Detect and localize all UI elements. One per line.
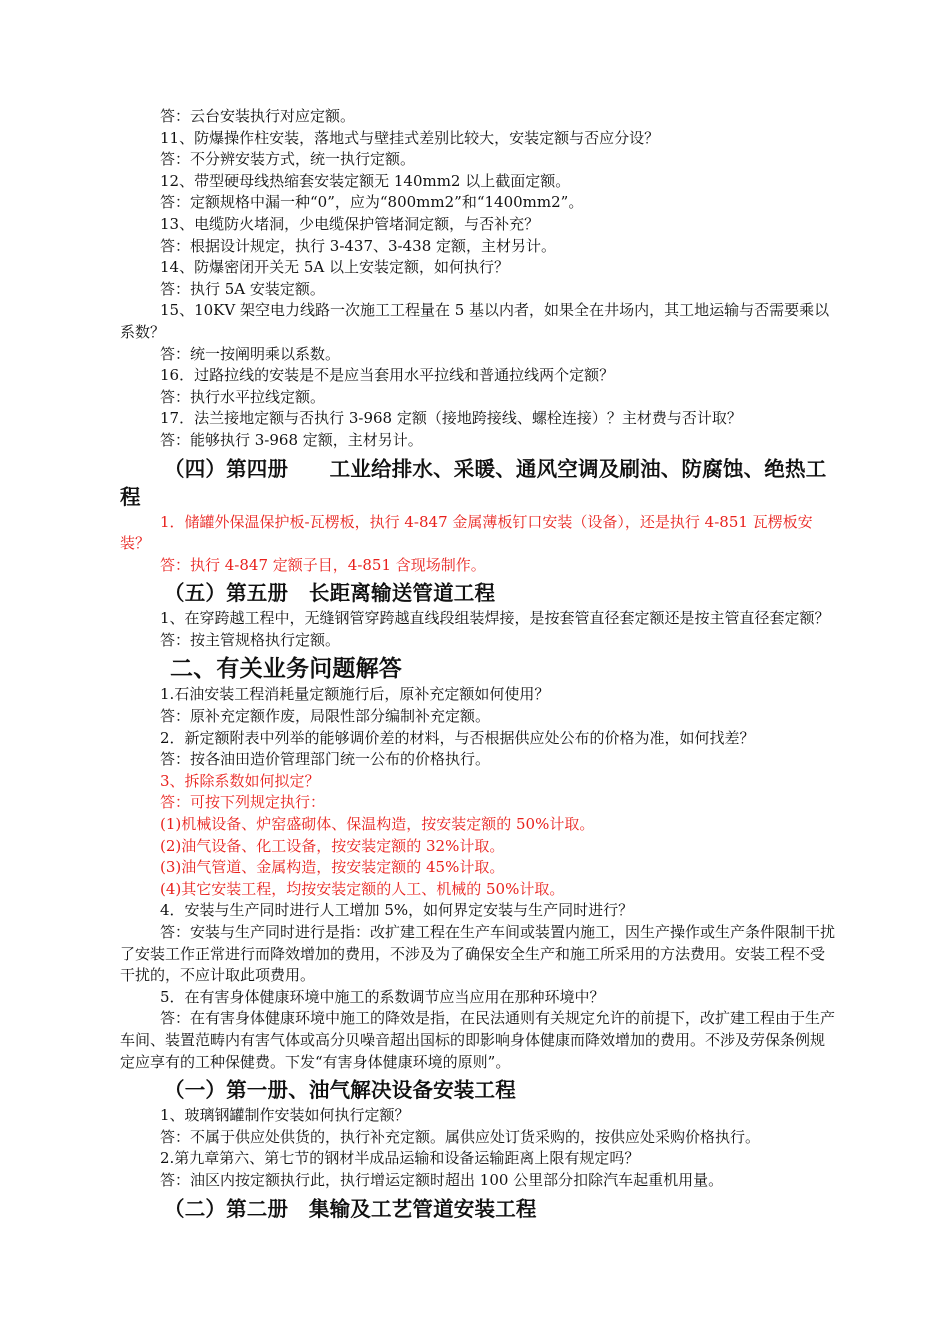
highlighted-paragraph: (2)油气设备、化工设备，按安装定额的 32%计取。	[160, 836, 505, 855]
paragraph: 17．法兰接地定额与否执行 3-968 定额（接地跨接线、螺栓连接）？主材费与否计取？	[160, 409, 742, 428]
paragraph: 15、10KV 架空电力线路一次施工工程量在 5 基以内者，如果全在井场内，其工地运输与否需要乘以系数？	[120, 301, 830, 341]
paragraph: 答：定额规格中漏一种“0”，应为“800mm2”和“1400mm2”。	[160, 193, 584, 212]
paragraph: 答：在有害身体健康环境中施工的降效是指，在民法通则有关规定允许的前提下，改扩建工程由于生产车间、装置范畴内有害气体或高分贝噪音超出国标的即影响身体健康而降效增加的费用。不涉及劳保条例规定应享有的工种保健费。下发“有害身体健康环境的原则”。	[120, 1009, 836, 1071]
highlighted-paragraph: 1．储罐外保温保护板-瓦楞板，执行 4-847 金属薄板钉口安装（设备），还是执行 4-851 瓦楞板安装？	[120, 512, 813, 553]
paragraph: 答：根据设计规定，执行 3-437、3-438 定额，主材另计。	[160, 236, 557, 255]
paragraph: 答：按各油田造价管理部门统一公布的价格执行。	[160, 750, 491, 769]
highlighted-paragraph: 答：可按下列规定执行：	[160, 793, 326, 812]
paragraph: 2．新定额附表中列举的能够调价差的材料，与否根据供应处公布的价格为准，如何找差？	[160, 728, 755, 747]
highlighted-paragraph: (4)其它安装工程，均按安装定额的人工、机械的 50%计取。	[160, 879, 565, 898]
paragraph: 1.石油安装工程消耗量定额施行后，原补充定额如何使用？	[160, 685, 550, 704]
paragraph: 11、防爆操作柱安装，落地式与壁挂式差别比较大，安装定额与否应分设？	[160, 128, 660, 147]
paragraph: 答：原补充定额作废，局限性部分编制补充定额。	[160, 707, 491, 726]
paragraph: 13、电缆防火堵洞，少电缆保护管堵洞定额，与否补充？	[160, 214, 540, 233]
section-heading: （二）第二册 集输及工艺管道安装工程	[164, 1196, 537, 1221]
paragraph: 答：油区内按定额执行此，执行增运定额时超出 100 公里部分扣除汽车起重机用量。	[160, 1170, 724, 1189]
paragraph: 1、在穿跨越工程中，无缝钢管穿跨越直线段组装焊接，是按套管直径套定额还是按主管直径套定额？	[160, 609, 830, 628]
paragraph: 答：能够执行 3-968 定额，主材另计。	[160, 430, 423, 449]
highlighted-paragraph: (3)油气管道、金属构造，按安装定额的 45%计取。	[160, 858, 505, 877]
highlighted-paragraph: (1)机械设备、炉窑盛砌体、保温构造，按安装定额的 50%计取。	[160, 815, 595, 834]
paragraph: 5．在有害身体健康环境中施工的系数调节应当应用在那种环境中？	[160, 987, 605, 1006]
paragraph: 答：统一按阐明乘以系数。	[160, 344, 341, 363]
paragraph: 答：按主管规格执行定额。	[160, 630, 341, 649]
section-heading: （四）第四册 工业给排水、采暖、通风空调及刷油、防腐蚀、绝热工程	[120, 456, 827, 509]
section-heading: （一）第一册、油气解决设备安装工程	[164, 1078, 516, 1103]
paragraph: 答：不分辨安装方式，统一执行定额。	[160, 150, 416, 169]
paragraph: 答：云台安装执行对应定额。	[160, 107, 356, 125]
paragraph: 12、带型硬母线热缩套安装定额无 140mm2 以上截面定额。	[160, 171, 571, 190]
paragraph: 4．安装与生产同时进行人工增加 5%，如何界定安装与生产同时进行？	[160, 901, 634, 920]
highlighted-paragraph: 答：执行 4-847 定额子目，4-851 含现场制作。	[160, 555, 486, 574]
paragraph: 2.第九章第六、第七节的钢材半成品运输和设备运输距离上限有规定吗？	[160, 1149, 640, 1168]
paragraph: 16．过路拉线的安装是不是应当套用水平拉线和普通拉线两个定额？	[160, 366, 615, 385]
paragraph: 1、玻璃钢罐制作安装如何执行定额？	[160, 1106, 410, 1125]
paragraph: 答：执行 5A 安装定额。	[160, 279, 325, 298]
paragraph: 14、防爆密闭开关无 5A 以上安装定额，如何执行？	[160, 258, 510, 277]
chapter-heading: 二、有关业务问题解答	[170, 656, 402, 683]
section-heading: （五）第五册 长距离输送管道工程	[164, 581, 496, 606]
paragraph: 答：执行水平拉线定额。	[160, 387, 326, 406]
highlighted-paragraph: 3、拆除系数如何拟定？	[160, 771, 320, 790]
document-body	[120, 106, 835, 1224]
paragraph: 答：不属于供应处供货的，执行补充定额。属供应处订货采购的，按供应处采购价格执行。	[160, 1127, 761, 1146]
paragraph: 答：安装与生产同时进行是指：改扩建工程在生产车间或装置内施工，因生产操作或生产条件限制干扰了安装工作正常进行而降效增加的费用，不涉及为了确保安全生产和施工所采用的方法费用。安装工程不受干扰的，不应计取此项费用。	[120, 923, 836, 985]
